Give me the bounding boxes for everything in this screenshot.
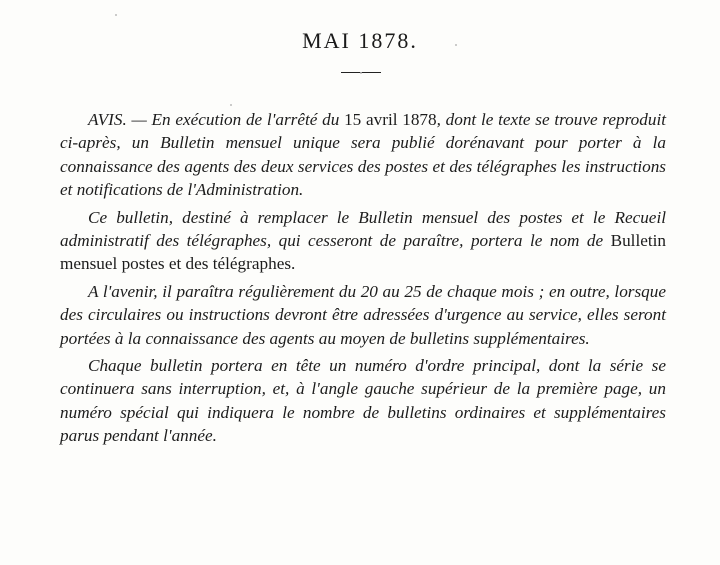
bulletin-text: Ce bulletin, destiné à remplacer le Bulletin mensuel des postes et le Recueil administratif des télégraphes, qui cesseront de paraître, portera le nom de bbox=[60, 207, 666, 251]
page-title: MAI 1878. bbox=[302, 28, 418, 53]
bulletin-end: . bbox=[291, 254, 296, 274]
avis-date: 15 avril 1878 bbox=[344, 110, 437, 129]
print-speck bbox=[115, 14, 117, 16]
print-speck bbox=[230, 104, 232, 106]
avis-lead: AVIS. bbox=[88, 110, 127, 129]
notice-body bbox=[60, 108, 666, 452]
avenir-text: A l'avenir, il paraîtra régulièrement du 20 au 25 de chaque mois ; en outre, lorsque des circulaires ou instructions devront être adressées d'urgence au service, elles seront portées à la connaissance des agents au moyen de bulletins supplémentaires. bbox=[60, 281, 666, 348]
avis-text: — En exécution de l'arrêté du bbox=[126, 110, 345, 129]
paragraph-numero bbox=[60, 354, 666, 448]
paragraph-avis bbox=[60, 108, 666, 202]
bulletin-name: Bulletin mensuel postes et des télégraphes bbox=[60, 231, 666, 274]
numero-text: Chaque bulletin portera en tête un numéro d'ordre principal, dont la série se continuera sans interruption, et, à l'angle gauche supérieur de la première page, un numéro spécial qui indiquera le nombre de bulletins ordinaires et supplémentaires parus pendant l'année. bbox=[60, 356, 666, 446]
print-speck bbox=[360, 72, 362, 74]
print-speck bbox=[455, 44, 457, 46]
paragraph-bulletin bbox=[60, 206, 666, 276]
avis-rest: , dont le texte se trouve reproduit ci-après, un Bulletin mensuel unique sera publié dorénavant pour porter à la connaissance des agents des deux services des postes et des télégraphes les instructions et notifications de l'Administration. bbox=[60, 110, 667, 200]
paragraph-avenir bbox=[60, 280, 666, 350]
